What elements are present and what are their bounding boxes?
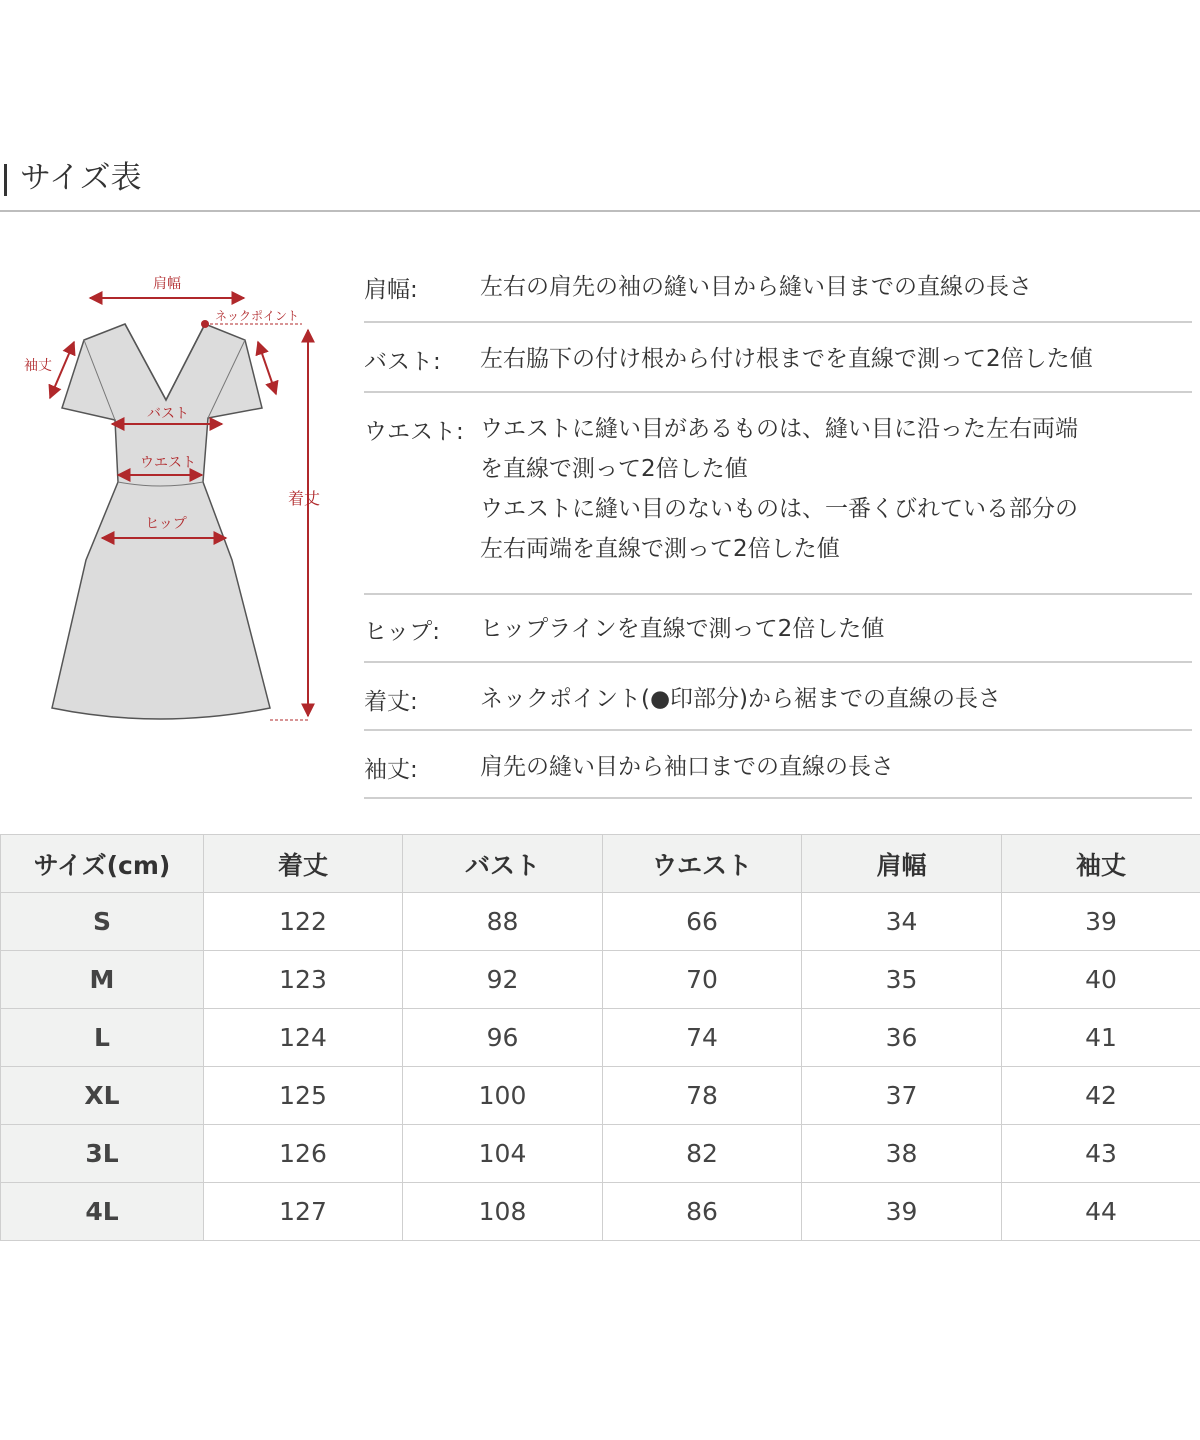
definition-term: バスト: (364, 349, 441, 375)
diagram-label-length: 着丈 (288, 489, 321, 508)
size-label: L (1, 1009, 204, 1067)
table-cell: 38 (802, 1125, 1002, 1183)
definition-text: 左右脇下の付け根から付け根までを直線で測って2倍した値 (480, 346, 1093, 372)
table-row (1, 1009, 1200, 1067)
table-row (1, 1183, 1200, 1241)
table-cell: 108 (403, 1183, 603, 1241)
table-cell: 92 (403, 951, 603, 1009)
table-row (1, 1125, 1200, 1183)
definition-text: ヒップラインを直線で測って2倍した値 (480, 616, 885, 642)
diagram-label-bust: バスト (147, 406, 189, 422)
table-cell: 82 (603, 1125, 802, 1183)
table-cell: 123 (204, 951, 403, 1009)
table-cell: 40 (1002, 951, 1200, 1009)
table-cell: 127 (204, 1183, 403, 1241)
definition-text: 左右両端を直線で測って2倍した値 (480, 536, 840, 562)
diagram-label-shoulder: 肩幅 (153, 276, 181, 292)
definition-text: ネックポイント(●印部分)から裾までの直線の長さ (480, 686, 1002, 712)
garment-diagram (0, 260, 350, 740)
column-header: 着丈 (204, 835, 403, 893)
table-cell: 42 (1002, 1067, 1200, 1125)
table-row (1, 1067, 1200, 1125)
definition-term: 肩幅: (364, 277, 418, 303)
table-cell: 126 (204, 1125, 403, 1183)
definition-term: ヒップ: (364, 619, 441, 645)
size-label: XL (1, 1067, 204, 1125)
definition-row (364, 255, 1192, 323)
title-accent-bar (4, 164, 7, 196)
definition-term: 袖丈: (364, 757, 418, 783)
definition-text: ウエストに縫い目のないものは、一番くびれている部分の (480, 496, 1078, 522)
table-cell: 37 (802, 1067, 1002, 1125)
title-divider (0, 210, 1200, 212)
measurement-definitions (364, 255, 1192, 799)
table-cell: 100 (403, 1067, 603, 1125)
section-header (0, 156, 1200, 214)
table-row (1, 893, 1200, 951)
definition-row (364, 393, 1192, 595)
definition-row (364, 595, 1192, 663)
column-header: サイズ(cm) (1, 835, 204, 893)
table-cell: 74 (603, 1009, 802, 1067)
table-cell: 88 (403, 893, 603, 951)
table-header-row (1, 835, 1200, 893)
size-label: 3L (1, 1125, 204, 1183)
definition-text: ウエストに縫い目があるものは、縫い目に沿った左右両端 (480, 416, 1078, 442)
table-cell: 39 (1002, 893, 1200, 951)
definition-row (364, 663, 1192, 731)
table-cell: 86 (603, 1183, 802, 1241)
column-header: バスト (403, 835, 603, 893)
dress-illustration (0, 260, 350, 740)
table-cell: 35 (802, 951, 1002, 1009)
table-cell: 36 (802, 1009, 1002, 1067)
table-cell: 104 (403, 1125, 603, 1183)
diagram-label-neckpoint: ネックポイント (215, 309, 300, 323)
size-label: M (1, 951, 204, 1009)
definition-row (364, 323, 1192, 393)
definition-term: ウエスト: (364, 419, 464, 445)
column-header: 袖丈 (1002, 835, 1200, 893)
diagram-label-sleeve: 袖丈 (24, 358, 52, 374)
size-label: S (1, 893, 204, 951)
table-cell: 34 (802, 893, 1002, 951)
definition-text: 左右の肩先の袖の縫い目から縫い目までの直線の長さ (480, 274, 1032, 300)
table-cell: 122 (204, 893, 403, 951)
table-cell: 125 (204, 1067, 403, 1125)
table-cell: 39 (802, 1183, 1002, 1241)
table-cell: 41 (1002, 1009, 1200, 1067)
size-label: 4L (1, 1183, 204, 1241)
definition-term: 着丈: (364, 689, 418, 715)
column-header: ウエスト (603, 835, 802, 893)
size-table (0, 834, 1200, 1241)
table-cell: 96 (403, 1009, 603, 1067)
table-row (1, 951, 1200, 1009)
table-cell: 43 (1002, 1125, 1200, 1183)
table-cell: 44 (1002, 1183, 1200, 1241)
table-cell: 70 (603, 951, 802, 1009)
diagram-label-hip: ヒップ (145, 516, 187, 532)
table-cell: 78 (603, 1067, 802, 1125)
column-header: 肩幅 (802, 835, 1002, 893)
page-title: サイズ表 (20, 160, 142, 196)
definition-row (364, 731, 1192, 799)
table-cell: 66 (603, 893, 802, 951)
diagram-label-waist: ウエスト (140, 455, 196, 471)
definition-text: 肩先の縫い目から袖口までの直線の長さ (480, 754, 894, 780)
definition-text: を直線で測って2倍した値 (480, 456, 748, 482)
table-cell: 124 (204, 1009, 403, 1067)
